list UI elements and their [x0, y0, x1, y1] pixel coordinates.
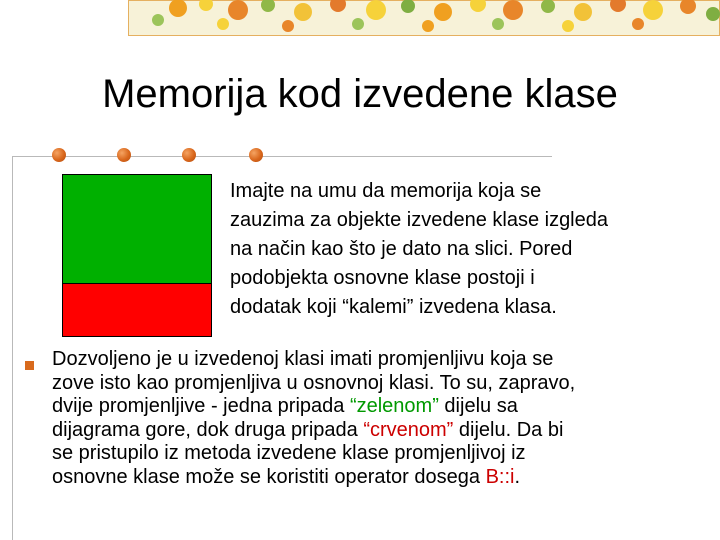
- square-bullet-icon: [25, 361, 34, 370]
- intro-line: podobjekta osnovne klase postoji i: [230, 267, 535, 289]
- paragraph-text: dvije promjenljive - jedna pripada: [52, 395, 350, 417]
- orange-dot-icon: [182, 148, 196, 162]
- bullet-paragraph: [52, 348, 720, 489]
- intro-line: Imajte na umu da memorija koja se: [230, 180, 542, 202]
- paragraph-line: Dozvoljeno je u izvedenoj klasi imati promjenljivu koja se: [52, 348, 554, 370]
- paragraph-line: zove isto kao promjenljiva u osnovnoj klasi. To su, zapravo,: [52, 371, 576, 394]
- intro-line: dodatak koji “kalemi” izvedena klasa.: [230, 296, 557, 318]
- paragraph-line: [52, 419, 720, 443]
- orange-dot-icon: [117, 148, 131, 162]
- frame-vertical-line: [12, 156, 13, 540]
- derived-part-box: [62, 174, 212, 284]
- slide-title: Memorija kod izvedene klase: [102, 72, 618, 116]
- paragraph-text: dijagrama gore, dok druga pripada: [52, 418, 364, 441]
- scope-operator-code: B::i: [485, 465, 515, 488]
- orange-dot-icon: [249, 148, 263, 162]
- flower-banner: [128, 0, 720, 36]
- paragraph-line: se pristupilo iz metoda izvedene klase promjenljivoj iz: [52, 442, 526, 464]
- green-highlight: “zelenom”: [349, 395, 439, 417]
- intro-line: zauzima za objekte izvedene klase izgleda: [230, 209, 608, 231]
- paragraph-line: [52, 466, 720, 490]
- paragraph-text: osnovne klase može se koristiti operator dosega: [52, 465, 486, 488]
- paragraph-line: [52, 395, 720, 419]
- intro-text: [230, 177, 700, 322]
- orange-dot-icon: [52, 148, 66, 162]
- paragraph-text: dijelu sa: [438, 395, 518, 417]
- paragraph-text: .: [514, 465, 521, 488]
- red-highlight: “crvenom”: [363, 418, 454, 441]
- base-part-box: [62, 283, 212, 337]
- frame-horizontal-line: [12, 156, 552, 157]
- paragraph-text: dijelu. Da bi: [453, 418, 564, 441]
- intro-line: na način kao što je dato na slici. Pored: [230, 238, 573, 260]
